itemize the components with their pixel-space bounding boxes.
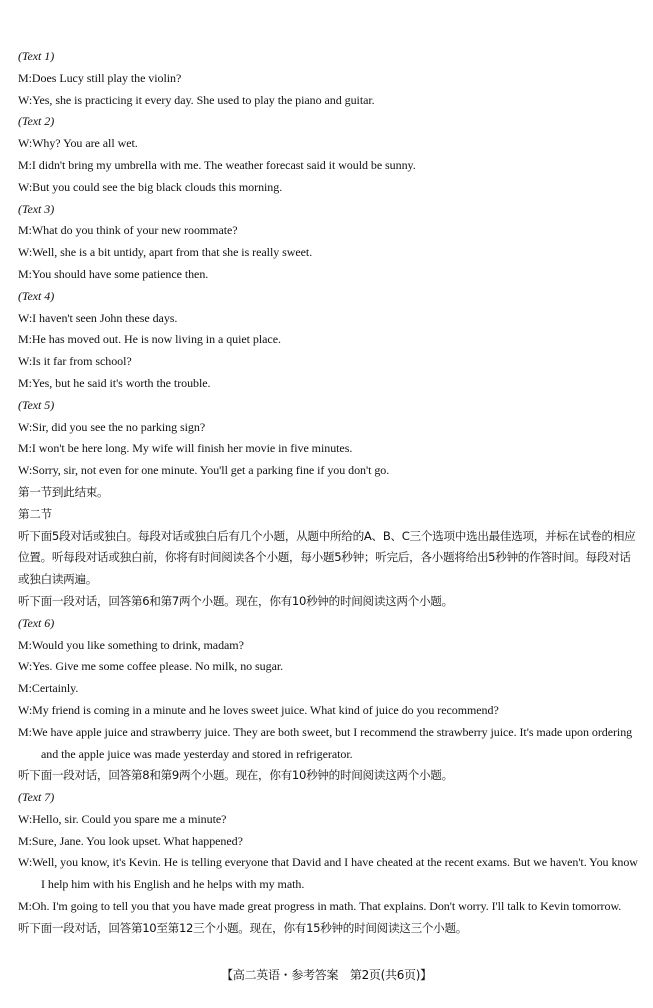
dialogue-line: W:Yes, she is practicing it every day. She used to play the piano and guitar. <box>18 92 375 107</box>
dialogue-line: M:Would you like something to drink, madam? <box>18 637 244 652</box>
text-section-label: (Text 2) <box>18 114 55 129</box>
text-section-label: (Text 6) <box>18 615 55 630</box>
text-section-label: (Text 7) <box>18 790 55 805</box>
dialogue-line: W:Well, she is a bit untidy, apart from that she is really sweet. <box>18 245 313 260</box>
dialogue-line: M:I won't be here long. My wife will finish her movie in five minutes. <box>18 441 353 456</box>
dialogue-line: M:He has moved out. He is now living in a quiet place. <box>18 332 281 347</box>
dialogue-line: W:I haven't seen John these days. <box>18 310 178 325</box>
dialogue-line: W:Why? You are all wet. <box>18 136 138 151</box>
instruction-text: 听下面一段对话，回答第10至第12三个小题。现在，你有15秒钟的时间阅读这三个小题。 <box>18 920 468 935</box>
text-section-label: (Text 5) <box>18 397 55 412</box>
dialogue-line: M:You should have some patience then. <box>18 266 209 281</box>
dialogue-line: M:Certainly. <box>18 681 79 696</box>
text-section-label: (Text 4) <box>18 288 55 303</box>
instruction-text: 第二节 <box>18 506 52 521</box>
instruction-text: 第一节到此结束。 <box>18 484 109 499</box>
dialogue-line: M:Oh. I'm going to tell you that you have made great progress in math. That explains. Don't worry. I'll talk to Kevin tomorrow. <box>18 899 622 914</box>
dialogue-line: M:I didn't bring my umbrella with me. The weather forecast said it would be sunny. <box>18 157 416 172</box>
dialogue-line: W:But you could see the big black clouds this morning. <box>18 179 283 194</box>
page-footer: 【高二英语・参考答案 第2页(共6页)】 <box>221 968 432 982</box>
dialogue-line: M:We have apple juice and strawberry juice. They are both sweet, but I recommend the strawberry juice. It's made upon ordering and the apple juice was made yesterday and stored in refrigerator. <box>18 724 633 761</box>
dialogue-line: M:Sure, Jane. You look upset. What happened? <box>18 833 243 848</box>
dialogue-line: W:Is it far from school? <box>18 354 132 369</box>
instruction-text: 听下面一段对话，回答第8和第9两个小题。现在，你有10秒钟的时间阅读这两个小题。 <box>18 768 453 783</box>
dialogue-line: W:My friend is coming in a minute and he loves sweet juice. What kind of juice do you recommend? <box>18 702 499 717</box>
dialogue-line: W:Sir, did you see the no parking sign? <box>18 419 206 434</box>
instruction-paragraph: 听下面5段对话或独白。每段对话或独白后有几个小题，从题中所给的A、B、C三个选项中选出最佳选项，并标在试卷的相应位置。听每段对话或独白前，你将有时间阅读各个小题，每小题5秒钟；听完后，各小题将给出5秒钟的作答时间。每段对话或独白读两遍。 <box>18 528 636 587</box>
dialogue-line: M:What do you think of your new roommate? <box>18 223 238 238</box>
dialogue-line: M:Does Lucy still play the violin? <box>18 70 182 85</box>
text-section-label: (Text 1) <box>18 49 55 63</box>
dialogue-line: W:Yes. Give me some coffee please. No milk, no sugar. <box>18 659 284 674</box>
instruction-text: 听下面一段对话，回答第6和第7两个小题。现在，你有10秒钟的时间阅读这两个小题。 <box>18 593 453 608</box>
dialogue-line: W:Well, you know, it's Kevin. He is telling everyone that David and I have cheated at the recent exams. But we haven't. You know I help him with his English and he helps with my math. <box>18 855 638 892</box>
dialogue-line: W:Hello, sir. Could you spare me a minute? <box>18 811 227 826</box>
dialogue-line: M:Yes, but he said it's worth the trouble. <box>18 375 211 390</box>
text-section-label: (Text 3) <box>18 201 55 216</box>
dialogue-line: W:Sorry, sir, not even for one minute. You'll get a parking fine if you don't go. <box>18 463 390 478</box>
transcript-body <box>18 46 640 940</box>
